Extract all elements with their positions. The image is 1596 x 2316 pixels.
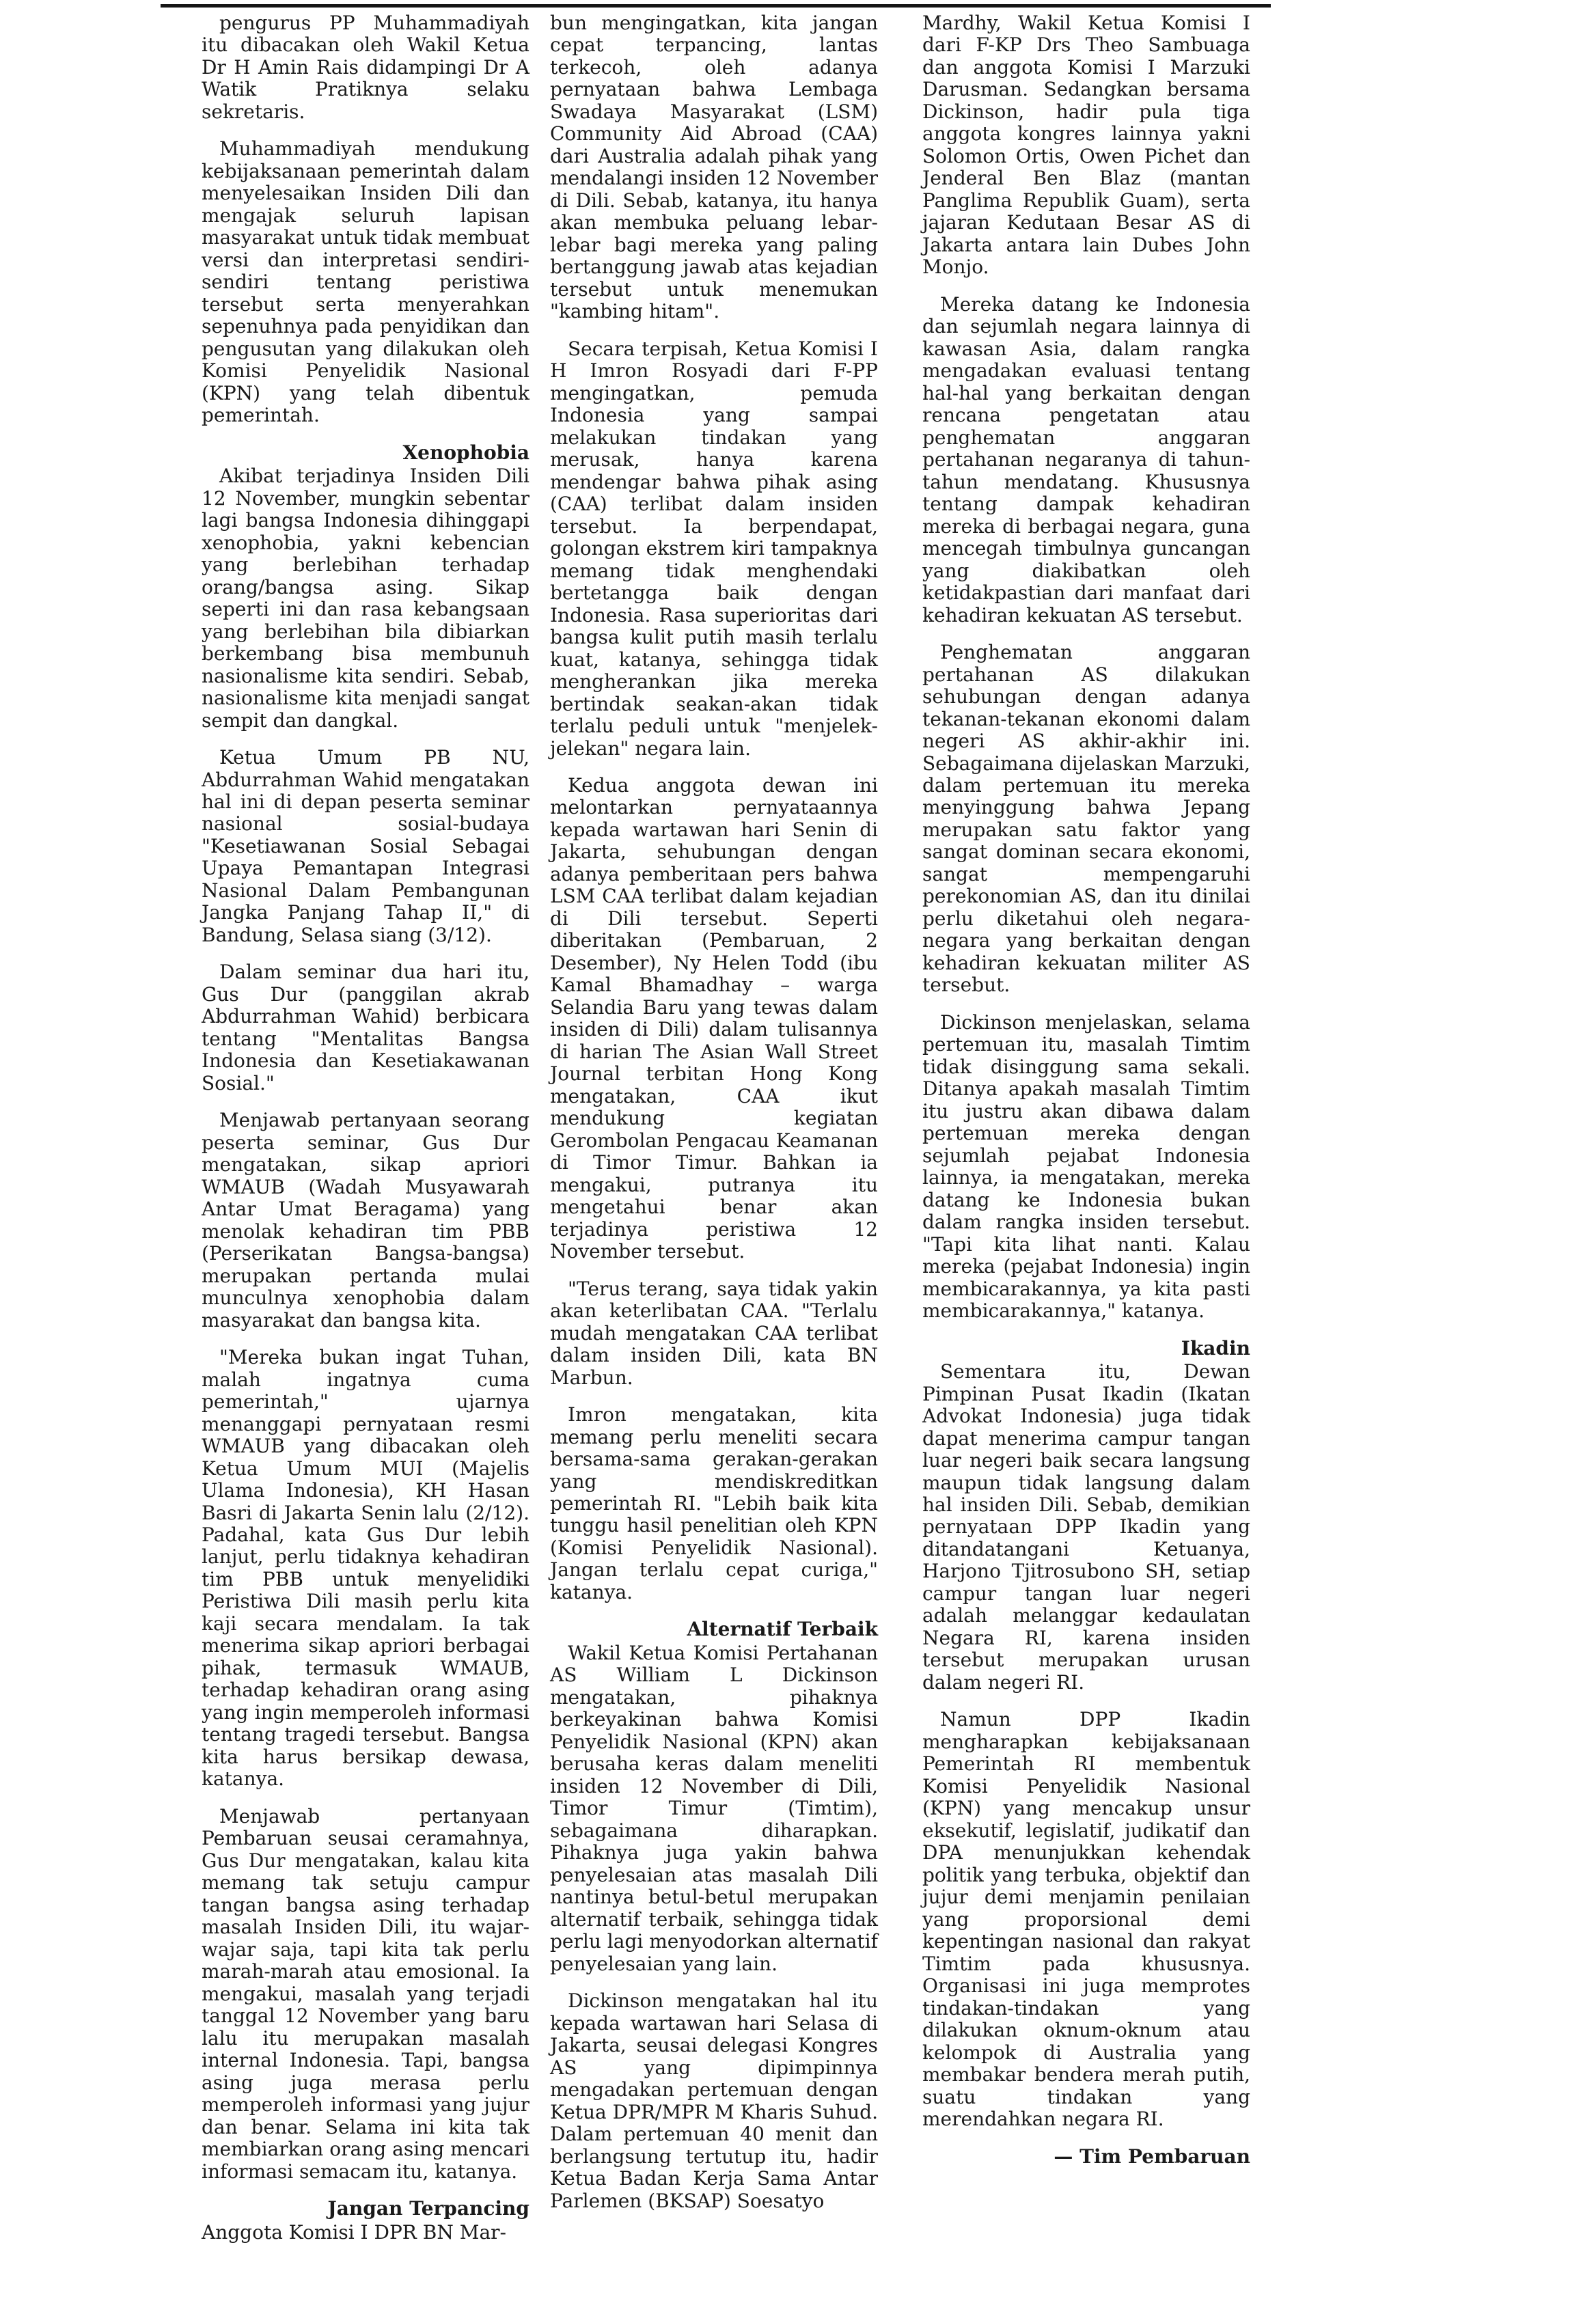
paragraph: "Terus terang, saya tidak yakin akan keterlibatan CAA. "Terlalu mudah mengatakan CAA terlibat dalam insiden Dili, kata BN Marbun. bbox=[550, 1277, 878, 1389]
paragraph: Imron mengatakan, kita memang perlu meneliti secara bersama-sama gerakan-gerakan yang mendiskreditkan pemerintah RI. "Lebih baik kita tunggu hasil penelitian oleh KPN (Komisi Penyelidik Nasional). Jangan terlalu cepat curiga," katanya. bbox=[550, 1403, 878, 1603]
article-column-1 bbox=[202, 12, 529, 2259]
section-subhead: Alternatif Terbaik bbox=[687, 1618, 878, 1641]
top-rule bbox=[161, 4, 1271, 8]
section-subhead: Ikadin bbox=[1181, 1336, 1250, 1360]
paragraph: Anggota Komisi I DPR BN Mar- bbox=[202, 2220, 506, 2244]
article-column-3 bbox=[922, 12, 1250, 2168]
article-column-2 bbox=[550, 12, 878, 2227]
paragraph: Wakil Ketua Komisi Pertahanan AS William L Dickinson mengatakan, pihaknya berkeyakinan bahwa Komisi Penyelidik Nasional (KPN) akan berusaha keras dalam meneliti insiden 12 November di Dili, Timor Timur (Timtim), sebagaimana diharapkan. Pihaknya juga yakin bahwa penyelesaian atas masalah Dili nantinya betul-betul merupakan alternatif terbaik, sehingga tidak perlu lagi menyodorkan alternatif penyelesaian yang lain. bbox=[550, 1641, 878, 1975]
paragraph: bun mengingatkan, kita jangan cepat terpancing, lantas terkecoh, oleh adanya pernyataan bahwa Lembaga Swadaya Masyarakat (LSM) Community Aid Abroad (CAA) dari Australia adalah pihak yang mendalangi insiden 12 November di Dili. Sebab, katanya, itu hanya akan membuka peluang lebar-lebar bagi mereka yang paling bertanggung jawab atas kejadian tersebut untuk menemukan "kambing hitam". bbox=[550, 12, 878, 323]
paragraph: Namun DPP Ikadin mengharapkan kebijaksanaan Pemerintah RI membentuk Komisi Penyelidik Nasional (KPN) yang mencakup unsur eksekutif, legislatif, judikatif dan DPA menunjukkan kehendak politik yang terbuka, objektif dan jujur demi menjamin penilaian yang proporsional demi kepentingan nasional dan rakyat Timtim pada khususnya. Organisasi ini juga memprotes tindakan-tindakan yang dilakukan oknum-oknum atau kelompok di Australia yang membakar bendera merah putih, suatu tindakan yang merendahkan negara RI. bbox=[922, 1708, 1250, 2131]
paragraph: pengurus PP Muhammadiyah itu dibacakan oleh Wakil Ketua Dr H Amin Rais didampingi Dr A Watik Pratiknya selaku sekretaris. bbox=[202, 12, 529, 123]
paragraph: Kedua anggota dewan ini melontarkan pernyataannya kepada wartawan hari Senin di Jakarta, sehubungan dengan adanya pemberitaan pers bahwa LSM CAA terlibat dalam kejadian di Dili tersebut. Seperti diberitakan (Pembaruan, 2 Desember), Ny Helen Todd (ibu Kamal Bhamadhay – warga Selandia Baru yang tewas dalam insiden di Dili) dalam tulisannya di harian The Asian Wall Street Journal terbitan Hong Kong mengatakan, CAA ikut mendukung kegiatan Gerombolan Pengacau Keamanan di Timor Timur. Bahkan ia mengakui, putranya itu mengetahui benar akan terjadinya peristiwa 12 November tersebut. bbox=[550, 773, 878, 1263]
paragraph: Dickinson mengatakan hal itu kepada wartawan hari Selasa di Jakarta, seusai delegasi Kongres AS yang dipimpinnya mengadakan pertemuan dengan Ketua DPR/MPR M Kharis Suhud. Dalam pertemuan 40 menit dan berlangsung tertutup itu, hadir Ketua Badan Kerja Sama Antar Parlemen (BKSAP) Soesatyo bbox=[550, 1989, 878, 2212]
section-subhead: Jangan Terpancing bbox=[327, 2197, 529, 2220]
paragraph: Mardhy, Wakil Ketua Komisi I dari F-KP Drs Theo Sambuaga dan anggota Komisi I Marzuki Darusman. Sedangkan bersama Dickinson, hadir pula tiga anggota kongres lainnya yakni Solomon Ortis, Owen Pichet dan Jenderal Ben Blaz (mantan Panglima Republik Guam), serta jajaran Kedutaan Besar AS di Jakarta antara lain Dubes John Monjo. bbox=[922, 12, 1250, 279]
paragraph: Secara terpisah, Ketua Komisi I H Imron Rosyadi dari F-PP mengingatkan, pemuda Indonesia yang sampai melakukan tindakan yang merusak, hanya karena mendengar bahwa pihak asing (CAA) terlibat dalam insiden tersebut. Ia berpendapat, golongan ekstrem kiri tampaknya memang tidak menghendaki bertetangga baik dengan Indonesia. Rasa superioritas dari bangsa kulit putih masih terlalu kuat, katanya, sehingga tidak mengherankan jika mereka bertindak seakan-akan tidak terlalu peduli untuk "menjelek-jelekan" negara lain. bbox=[550, 337, 878, 760]
paragraph: Mereka datang ke Indonesia dan sejumlah negara lainnya di kawasan Asia, dalam rangka mengadakan evaluasi tentang hal-hal yang berkaitan dengan rencana pengetatan atau penghematan anggaran pertahanan negaranya di tahun-tahun mendatang. Khususnya tentang dampak kehadiran mereka di berbagai negara, guna mencegah timbulnya guncangan yang diakibatkan oleh ketidakpastian dari manfaat dari kehadiran kekuatan AS tersebut. bbox=[922, 292, 1250, 626]
paragraph: Dickinson menjelaskan, selama pertemuan itu, masalah Timtim tidak disinggung sama sekali. Ditanya apakah masalah Timtim itu justru akan dibawa dalam pertemuan mereka dengan sejumlah pejabat Indonesia lainnya, ia mengatakan, mereka datang ke Indonesia bukan dalam rangka insiden tersebut. "Tapi kita lihat nanti. Kalau mereka (pejabat Indonesia) ingin membicarakannya, ya kita pasti membicarakannya," katanya. bbox=[922, 1010, 1250, 1323]
section-subhead: Xenophobia bbox=[402, 441, 529, 464]
byline: — Tim Pembaruan bbox=[1054, 2145, 1250, 2168]
paragraph: "Mereka bukan ingat Tuhan, malah ingatnya cuma pemerintah," ujarnya menanggapi pernyataan resmi WMAUB yang dibacakan oleh Ketua Umum MUI (Majelis Ulama Indonesia), KH Hasan Basri di Jakarta Senin lalu (2/12). Padahal, kata Gus Dur lebih lanjut, perlu tidaknya kehadiran tim PBB untuk menyelidiki Peristiwa Dili masih perlu kita kaji secara mendalam. Ia tak menerima sikap apriori berbagai pihak, termasuk WMAUB, terhadap kehadiran orang asing yang ingin memperoleh informasi tentang tragedi tersebut. Bangsa kita harus bersikap dewasa, katanya. bbox=[202, 1346, 529, 1791]
paragraph: Sementara itu, Dewan Pimpinan Pusat Ikadin (Ikatan Advokat Indonesia) juga tidak dapat menerima campur tangan luar negeri baik secara langsung maupun tidak langsung dalam hal insiden Dili. Sebab, demikian pernyataan DPP Ikadin yang ditandatangani Ketuanya, Harjono Tjitrosubono SH, setiap campur tangan luar negeri adalah melanggar kedaulatan Negara RI, karena insiden tersebut merupakan urusan dalam negeri RI. bbox=[922, 1360, 1250, 1694]
paragraph: Menjawab pertanyaan Pembaruan seusai ceramahnya, Gus Dur mengatakan, kalau kita memang tak setuju campur tangan bangsa asing terhadap masalah Insiden Dili, itu wajar-wajar saja, tapi kita tak perlu marah-marah atau emosional. Ia mengakui, masalah yang terjadi tanggal 12 November yang baru lalu itu merupakan masalah internal Indonesia. Tapi, bangsa asing juga merasa perlu memperoleh informasi yang jujur dan benar. Selama ini kita tak membiarkan orang asing mencari informasi semacam itu, katanya. bbox=[202, 1804, 529, 2183]
paragraph: Muhammadiyah mendukung kebijaksanaan pemerintah dalam menyelesaikan Insiden Dili dan mengajak seluruh lapisan masyarakat untuk tidak membuat versi dan interpretasi sendiri-sendiri tentang peristiwa tersebut serta menyerahkan sepenuhnya pada penyidikan dan pengusutan yang dilakukan oleh Komisi Penyelidik Nasional (KPN) yang telah dibentuk pemerintah. bbox=[202, 137, 529, 427]
paragraph: Ketua Umum PB NU, Abdurrahman Wahid mengatakan hal ini di depan peserta seminar nasional sosial-budaya "Kesetiawanan Sosial Sebagai Upaya Pemantapan Integrasi Nasional Dalam Pembangunan Jangka Panjang Tahap II," di Bandung, Selasa siang (3/12). bbox=[202, 746, 529, 946]
paragraph: Dalam seminar dua hari itu, Gus Dur (panggilan akrab Abdurrahman Wahid) berbicara tentang "Mentalitas Bangsa Indonesia dan Kesetiakawanan Sosial." bbox=[202, 961, 529, 1094]
paragraph: Akibat terjadinya Insiden Dili 12 November, mungkin sebentar lagi bangsa Indonesia dihinggapi xenophobia, yakni kebencian yang berlebihan terhadap orang/bangsa asing. Sikap seperti ini dan rasa kebangsaan yang berlebihan bila dibiarkan berkembang bisa membunuh nasionalisme kita sendiri. Sebab, nasionalisme kita menjadi sangat sempit dan dangkal. bbox=[202, 465, 529, 732]
paragraph: Penghematan anggaran pertahanan AS dilakukan sehubungan dengan adanya tekanan-tekanan ekonomi dalam negeri AS akhir-akhir ini. Sebagaimana dijelaskan Marzuki, dalam pertemuan itu mereka menyinggung bahwa Jepang merupakan satu faktor yang sangat dominan secara ekonomi, sangat mempengaruhi perekonomian AS, dan itu dinilai perlu diketahui oleh negara-negara yang berkaitan dengan kehadiran kekuatan militer AS tersebut. bbox=[922, 641, 1250, 997]
paragraph: Menjawab pertanyaan seorang peserta seminar, Gus Dur mengatakan, sikap apriori WMAUB (Wadah Musyawarah Antar Umat Beragama) yang menolak kehadiran tim PBB (Perserikatan Bangsa-bangsa) merupakan pertanda mulai munculnya xenophobia dalam masyarakat dan bangsa kita. bbox=[202, 1109, 529, 1332]
